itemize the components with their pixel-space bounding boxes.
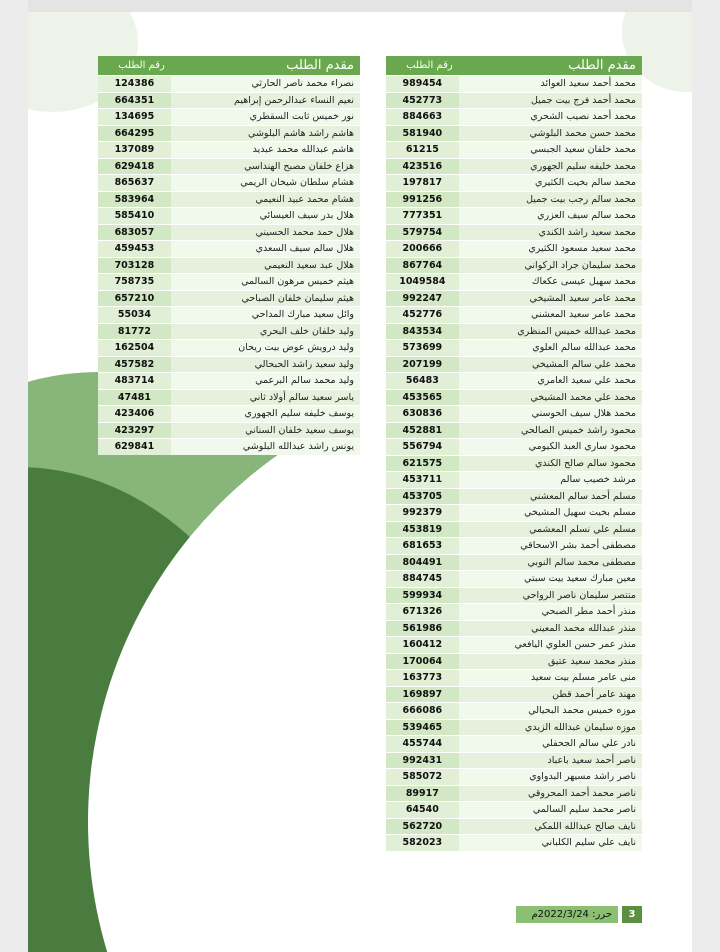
request-number: 992431 [386, 752, 459, 769]
request-number: 452881 [386, 422, 459, 439]
request-number: 683057 [98, 224, 171, 241]
table-row [386, 340, 642, 357]
applicant-name: منتصر سليمان ناصر الرواحي [459, 587, 642, 604]
request-number: 582023 [386, 835, 459, 851]
table-row [386, 191, 642, 208]
applicant-name: محمد خليفه سليم الجهوري [459, 158, 642, 175]
table-row [386, 92, 642, 109]
request-number: 453565 [386, 389, 459, 406]
request-number: 865637 [98, 175, 171, 192]
request-number: 671326 [386, 604, 459, 621]
applicant-name: موزه خميس محمد البحيالي [459, 703, 642, 720]
table-row [386, 373, 642, 390]
page-footer [516, 906, 642, 923]
request-number: 579754 [386, 224, 459, 241]
request-number: 160412 [386, 637, 459, 654]
table-row [98, 125, 360, 142]
applicant-name: وائل سعيد مبارك المداحي [171, 307, 360, 324]
column-header-applicant: مقدم الطلب [171, 56, 360, 76]
applicant-name: محمد عبدالله خميس المنظري [459, 323, 642, 340]
applicant-name: محمد عبدالله سالم العلوي [459, 340, 642, 357]
request-number: 207199 [386, 356, 459, 373]
applicant-name: نايف علي سليم الكلباني [459, 835, 642, 851]
applicant-name: منذر عبدالله محمد المعيني [459, 620, 642, 637]
request-number: 452776 [386, 307, 459, 324]
table-row [98, 76, 360, 93]
applicant-name: مصطفى أحمد بشر الاسحاقي [459, 538, 642, 555]
applicant-name: موزه سليمان عبدالله الزيدي [459, 719, 642, 736]
table-header-row [98, 56, 360, 76]
applicant-name: هلال عبد سعيد النعيمي [171, 257, 360, 274]
table-row [98, 356, 360, 373]
table-row [386, 406, 642, 423]
column-header-applicant: مقدم الطلب [459, 56, 642, 76]
request-number: 124386 [98, 76, 171, 93]
table-row [386, 670, 642, 687]
table-row [386, 620, 642, 637]
applicant-name: ناصر محمد سليم السالمي [459, 802, 642, 819]
applicant-name: نادر علي سالم الجحفلي [459, 736, 642, 753]
table-row [386, 571, 642, 588]
request-number: 664351 [98, 92, 171, 109]
request-number: 81772 [98, 323, 171, 340]
applicant-name: وليد سعيد راشد الحبحالي [171, 356, 360, 373]
applicant-name: ناصر راشد مسيهر البدواوي [459, 769, 642, 786]
applicant-name: محمد سليمان جراد الركواني [459, 257, 642, 274]
request-number: 804491 [386, 554, 459, 571]
request-number: 453705 [386, 488, 459, 505]
request-number: 163773 [386, 670, 459, 687]
request-number: 162504 [98, 340, 171, 357]
applicant-name: نعيم النساء عبدالرحمن إبراهيم [171, 92, 360, 109]
table-row [386, 587, 642, 604]
applicant-name: محمد هلال سيف الحوسني [459, 406, 642, 423]
request-number: 992379 [386, 505, 459, 522]
table-row [98, 175, 360, 192]
table-row [98, 257, 360, 274]
table-row [386, 439, 642, 456]
table-row [98, 323, 360, 340]
table-row [386, 307, 642, 324]
table-row [98, 290, 360, 307]
applicant-name: هشام محمد عبيد النعيمي [171, 191, 360, 208]
request-number: 455744 [386, 736, 459, 753]
applicant-name: هيثم سليمان خلفان الصباحي [171, 290, 360, 307]
applicant-name: وليد خلفان خلف البحري [171, 323, 360, 340]
table-row [386, 142, 642, 159]
applicant-name: محمد أحمد نصيب الشحري [459, 109, 642, 126]
request-number: 200666 [386, 241, 459, 258]
table-row [98, 389, 360, 406]
table-row [386, 389, 642, 406]
table-row [98, 340, 360, 357]
request-number: 843534 [386, 323, 459, 340]
request-number: 585072 [386, 769, 459, 786]
request-number: 991256 [386, 191, 459, 208]
request-number: 664295 [98, 125, 171, 142]
request-number: 457582 [98, 356, 171, 373]
applicant-name: محمود سالم صالح الكندي [459, 455, 642, 472]
applicant-name: مرشد خصيب سالم [459, 472, 642, 489]
request-number: 56483 [386, 373, 459, 390]
applicant-name: مسلم أحمد سالم المعشني [459, 488, 642, 505]
table-row [386, 719, 642, 736]
applicant-name: معين مبارك سعيد بيت سبتي [459, 571, 642, 588]
request-number: 423406 [98, 406, 171, 423]
applicant-name: هلال حمد محمد الحسيني [171, 224, 360, 241]
table-row [386, 752, 642, 769]
applicant-name: هيثم خميس مرهون السالمي [171, 274, 360, 291]
applicant-name: محمد علي سالم المشيخي [459, 356, 642, 373]
table-row [98, 109, 360, 126]
table-row [386, 208, 642, 225]
applicant-name: محمد أحمد سعيد العوائد [459, 76, 642, 93]
request-number: 1049584 [386, 274, 459, 291]
applicant-name: محمد حسن محمد البلوشي [459, 125, 642, 142]
applicant-name: محمد سالم رجب بيت جميل [459, 191, 642, 208]
request-number: 629418 [98, 158, 171, 175]
applicant-name: مسلم بخيت سهيل المشيخي [459, 505, 642, 522]
applicant-name: محمد سالم سيف العزري [459, 208, 642, 225]
table-row [386, 290, 642, 307]
applicant-name: مسلم علي نسلم المعشمي [459, 521, 642, 538]
request-number: 483714 [98, 373, 171, 390]
request-number: 452773 [386, 92, 459, 109]
request-number: 61215 [386, 142, 459, 159]
request-number: 573699 [386, 340, 459, 357]
applicant-name: يونس راشد عبدالله البلوشي [171, 439, 360, 455]
request-number: 703128 [98, 257, 171, 274]
request-number: 423297 [98, 422, 171, 439]
request-number: 867764 [386, 257, 459, 274]
table-row [98, 224, 360, 241]
table-row [386, 785, 642, 802]
column-header-request-number: رقم الطلب [386, 56, 459, 76]
applicants-table-right [386, 56, 642, 851]
request-number: 621575 [386, 455, 459, 472]
applicant-name: منذر محمد سعيد عتيق [459, 653, 642, 670]
request-number: 55034 [98, 307, 171, 324]
table-row [386, 109, 642, 126]
applicant-name: محمد خلفان سعيد الجبسي [459, 142, 642, 159]
request-number: 758735 [98, 274, 171, 291]
table-row [386, 604, 642, 621]
table-row [386, 472, 642, 489]
applicants-table-left [98, 56, 360, 455]
applicant-name: هاشم عبدالله محمد عبديد [171, 142, 360, 159]
issue-date: حرر: 2022/3/24م [516, 906, 618, 923]
applicant-name: نايف صالح عبدالله اللمكي [459, 818, 642, 835]
applicant-name: هشام سلطان شيخان الريمي [171, 175, 360, 192]
table-row [386, 323, 642, 340]
table-row [386, 686, 642, 703]
table-row [98, 274, 360, 291]
request-number: 170064 [386, 653, 459, 670]
table-row [98, 158, 360, 175]
request-number: 581940 [386, 125, 459, 142]
table-row [98, 439, 360, 455]
table-row [386, 76, 642, 93]
table-row [386, 637, 642, 654]
request-number: 539465 [386, 719, 459, 736]
request-number: 657210 [98, 290, 171, 307]
table-row [386, 175, 642, 192]
applicant-name: محمود ساري العبد الكيومي [459, 439, 642, 456]
request-number: 777351 [386, 208, 459, 225]
applicant-name: محمد أحمد فرج بيت جميل [459, 92, 642, 109]
request-number: 884663 [386, 109, 459, 126]
table-row [386, 241, 642, 258]
applicant-name: هلال بدر سيف العيسائي [171, 208, 360, 225]
request-number: 89917 [386, 785, 459, 802]
table-row [386, 703, 642, 720]
applicant-name: وليد درويش عوض بيت ريحان [171, 340, 360, 357]
table-row [386, 538, 642, 555]
table-row [386, 274, 642, 291]
applicant-name: مهند عامر أحمد قطن [459, 686, 642, 703]
table-row [98, 92, 360, 109]
applicant-name: وليد محمد سالم البرعمي [171, 373, 360, 390]
request-number: 453819 [386, 521, 459, 538]
applicant-name: نصراء محمد ناصر الحارثي [171, 76, 360, 93]
request-number: 666086 [386, 703, 459, 720]
request-number: 992247 [386, 290, 459, 307]
applicant-name: منذر أحمد مطر الصبحي [459, 604, 642, 621]
table-row [386, 257, 642, 274]
request-number: 630836 [386, 406, 459, 423]
request-number: 561986 [386, 620, 459, 637]
applicant-name: هزاع خلفان مصبح الهنداسي [171, 158, 360, 175]
request-number: 884745 [386, 571, 459, 588]
table-row [386, 505, 642, 522]
applicant-name: محمود راشد خميس الصالحي [459, 422, 642, 439]
request-number: 423516 [386, 158, 459, 175]
table-row [386, 521, 642, 538]
applicant-name: محمد سعيد مسعود الكثيري [459, 241, 642, 258]
applicant-name: محمد سهيل عيسى عكعاك [459, 274, 642, 291]
table-row [386, 125, 642, 142]
page-number: 3 [622, 906, 642, 923]
table-row [386, 736, 642, 753]
request-number: 453711 [386, 472, 459, 489]
applicant-name: محمد سعيد راشد الكندي [459, 224, 642, 241]
column-header-request-number: رقم الطلب [98, 56, 171, 76]
request-number: 599934 [386, 587, 459, 604]
applicant-name: مصطفى محمد سالم النوبي [459, 554, 642, 571]
table-row [98, 422, 360, 439]
table-row [386, 356, 642, 373]
applicant-name: ياسر سعيد سالم أولاد ثاني [171, 389, 360, 406]
request-number: 629841 [98, 439, 171, 455]
table-header-row [386, 56, 642, 76]
applicant-name: ناصر محمد أحمد المحروقي [459, 785, 642, 802]
applicant-name: نور خميس ثابت السقطري [171, 109, 360, 126]
table-row [386, 769, 642, 786]
table-row [98, 142, 360, 159]
request-number: 583964 [98, 191, 171, 208]
table-row [386, 488, 642, 505]
table-row [98, 208, 360, 225]
request-number: 47481 [98, 389, 171, 406]
applicant-name: منذر عمر حسن العلوي اليافعي [459, 637, 642, 654]
request-number: 459453 [98, 241, 171, 258]
table-row [98, 307, 360, 324]
table-row [386, 818, 642, 835]
applicant-name: منى عامر مسلم بيت سعيد [459, 670, 642, 687]
request-number: 585410 [98, 208, 171, 225]
table-row [386, 158, 642, 175]
request-number: 681653 [386, 538, 459, 555]
top-bar [28, 0, 692, 12]
request-number: 197817 [386, 175, 459, 192]
request-number: 64540 [386, 802, 459, 819]
applicant-name: محمد سالم بخيت الكثيري [459, 175, 642, 192]
table-row [386, 802, 642, 819]
table-row [386, 455, 642, 472]
request-number: 169897 [386, 686, 459, 703]
applicant-name: يوسف خليفه سليم الجهوري [171, 406, 360, 423]
applicant-name: ناصر أحمد سعيد باعباد [459, 752, 642, 769]
table-row [98, 191, 360, 208]
applicant-name: محمد علي سعيد العامري [459, 373, 642, 390]
table-row [98, 373, 360, 390]
applicant-name: هلال سالم سيف السعدي [171, 241, 360, 258]
applicant-name: محمد عامر سعيد المشيخي [459, 290, 642, 307]
table-row [386, 835, 642, 851]
request-number: 556794 [386, 439, 459, 456]
table-row [386, 653, 642, 670]
table-row [386, 224, 642, 241]
table-row [386, 422, 642, 439]
applicant-name: محمد عامر سعيد المعشني [459, 307, 642, 324]
table-row [98, 406, 360, 423]
request-number: 989454 [386, 76, 459, 93]
table-row [386, 554, 642, 571]
request-number: 137089 [98, 142, 171, 159]
request-number: 562720 [386, 818, 459, 835]
applicant-name: هاشم راشد هاشم البلوشي [171, 125, 360, 142]
table-row [98, 241, 360, 258]
applicant-name: محمد علي محمد المشيخي [459, 389, 642, 406]
request-number: 134695 [98, 109, 171, 126]
applicant-name: يوسف سعيد خلفان السناني [171, 422, 360, 439]
